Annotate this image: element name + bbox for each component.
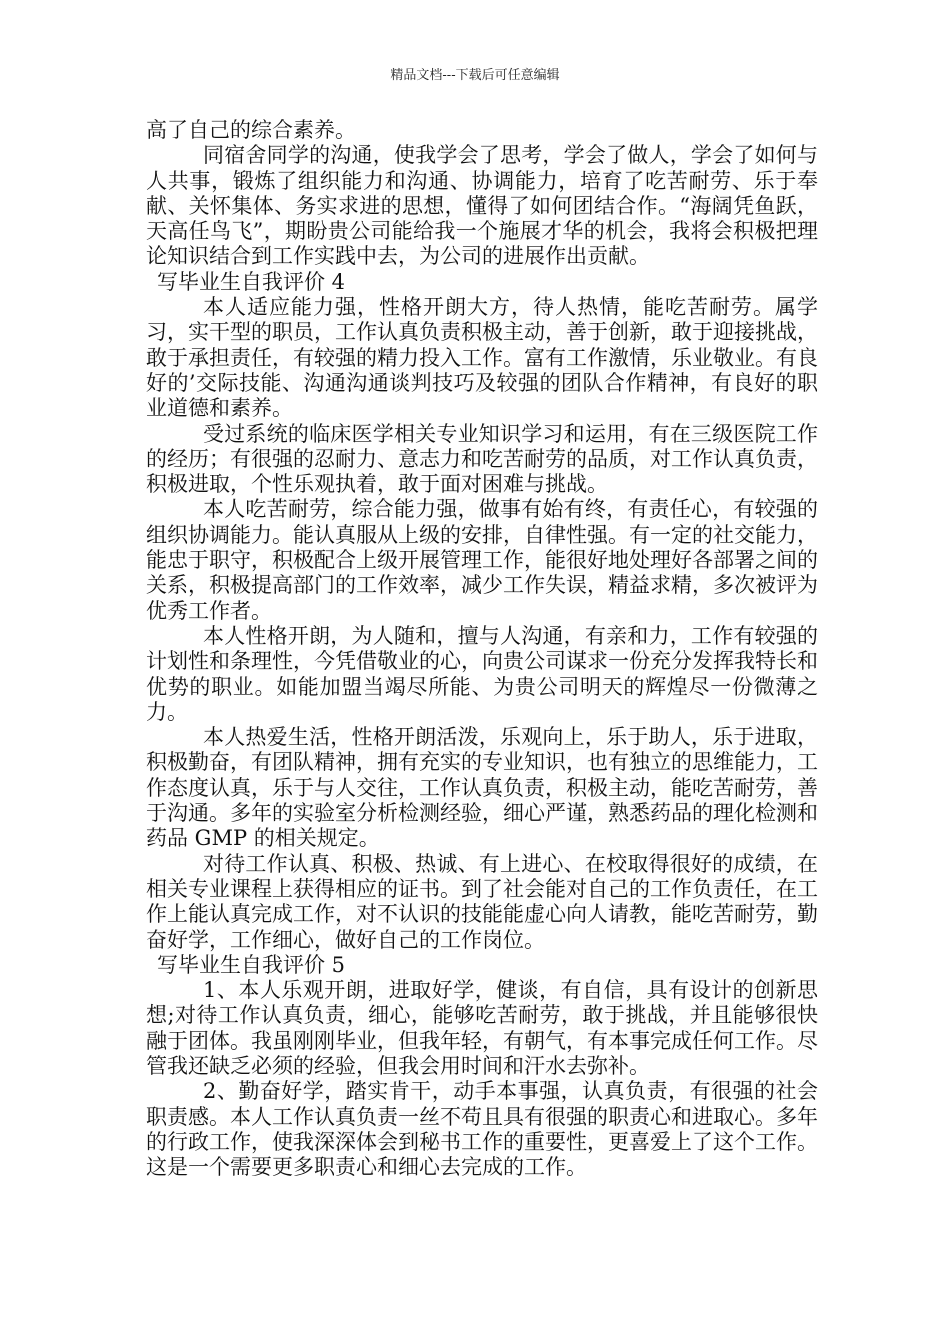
- paragraph: 高了自己的综合素养。: [146, 118, 356, 142]
- paragraph: 2、勤奋好学，踏实肯干，动手本事强，认真负责，有很强的社会职责感。本人工作认真负责一丝不苟且具有很强的职责心和进取心。多年的行政工作，使我深深体会到秘书工作的重要性，更喜爱上了这个工作。这是一个需要更多职责心和细心去完成的工作。: [146, 1079, 818, 1180]
- paragraph: 对待工作认真、积极、热诚、有上进心、在校取得很好的成绩，在相关专业课程上获得相应的证书。到了社会能对自己的工作负责任，在工作上能认真完成工作，对不认识的技能能虚心向人请教，能吃苦耐劳，勤奋好学，工作细心，做好自己的工作岗位。: [146, 851, 818, 952]
- paragraph: 本人吃苦耐劳，综合能力强，做事有始有终，有责任心，有较强的组织协调能力。能认真服从上级的安排，自律性强。有一定的社交能力，能忠于职守，积极配合上级开展管理工作，能很好地处理好各部署之间的关系，积极提高部门的工作效率，减少工作失误，精益求精，多次被评为优秀工作者。: [146, 497, 818, 623]
- paragraph: 本人性格开朗，为人随和，擅与人沟通，有亲和力，工作有较强的计划性和条理性，今凭借敬业的心，向贵公司谋求一份充分发挥我特长和优势的职业。如能加盟当竭尽所能、为贵公司明天的辉煌尽一份微薄之力。: [146, 623, 818, 724]
- paragraph: 1、本人乐观开朗，进取好学，健谈，有自信，具有设计的创新思想;对待工作认真负责，细心，能够吃苦耐劳，敢于挑战，并且能够很快融于团体。我虽刚刚毕业，但我年轻，有朝气，有本事完成任何工作。尽管我还缺乏必须的经验，但我会用时间和汗水去弥补。: [146, 978, 818, 1078]
- paragraph: 受过系统的临床医学相关专业知识学习和运用，有在三级医院工作的经历；有很强的忍耐力、意志力和吃苦耐劳的品质，对工作认真负责，积极进取，个性乐观执着，敢于面对困难与挑战。: [146, 421, 818, 497]
- paragraph: 本人适应能力强，性格开朗大方，待人热情，能吃苦耐劳。属学习，实干型的职员，工作认真负责积极主动，善于创新，敢于迎接挑战，敢于承担责任，有较强的精力投入工作。富有工作激情，乐业敬业。有良好的’交际技能、沟通沟通谈判技巧及较强的团队合作精神，有良好的职业道德和素养。: [146, 295, 818, 421]
- section-title: 写毕业生自我评价 4: [157, 269, 346, 294]
- document-body: [146, 118, 818, 1180]
- paragraph: 同宿舍同学的沟通，使我学会了思考，学会了做人，学会了如何与人共事，锻炼了组织能力和沟通、协调能力，培育了吃苦耐劳、乐于奉献、关怀集体、务实求进的思想，懂得了如何团结合作。“海阔凭鱼跃，天高任鸟飞”，期盼贵公司能给我一个施展才华的机会，我将会积极把理论知识结合到工作实践中去，为公司的进展作出贡献。: [146, 143, 818, 269]
- paragraph: 本人热爱生活，性格开朗活泼，乐观向上，乐于助人，乐于进取，积极勤奋，有团队精神，拥有充实的专业知识，也有独立的思维能力，工作态度认真，乐于与人交往，工作认真负责，积极主动，能吃苦耐劳，善于沟通。多年的实验室分析检测经验，细心严谨，熟悉药品的理化检测和药品 GMP 的相关规定。: [146, 725, 818, 851]
- page-header: 精品文档---下载后可任意编辑: [390, 68, 560, 83]
- section-title: 写毕业生自我评价 5: [157, 952, 346, 977]
